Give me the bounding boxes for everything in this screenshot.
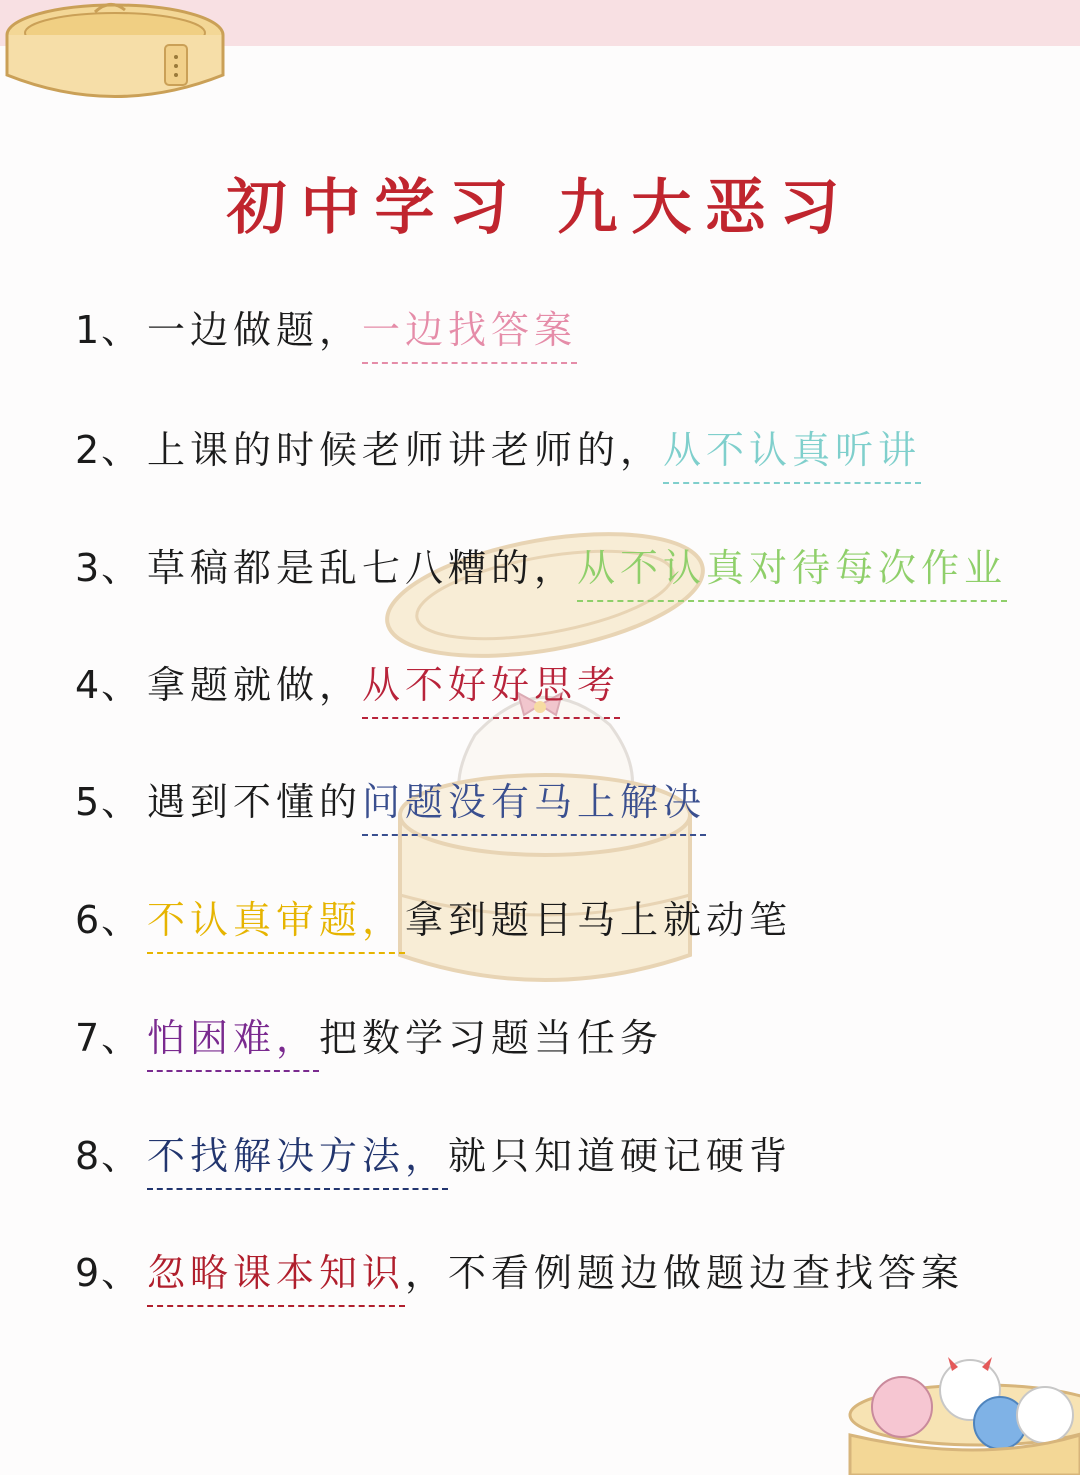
habit-text: 拿到题目马上就动笔 bbox=[405, 898, 793, 942]
habit-item-8 bbox=[75, 1126, 792, 1186]
habit-text: 遇到不懂的 bbox=[147, 780, 363, 824]
habit-item-4 bbox=[75, 655, 620, 715]
habit-number: 8、 bbox=[75, 1134, 142, 1178]
habit-item-9 bbox=[75, 1243, 964, 1303]
habit-number: 6、 bbox=[75, 898, 142, 942]
habit-item-1 bbox=[75, 300, 577, 360]
habit-text: 就只知道硬记硬背 bbox=[448, 1134, 793, 1178]
habit-number: 3、 bbox=[75, 546, 142, 590]
habit-number: 4、 bbox=[75, 663, 142, 707]
habit-highlight-text: 不找解决方法， bbox=[147, 1126, 448, 1190]
habit-text: 拿题就做， bbox=[147, 663, 363, 707]
habit-number: 5、 bbox=[75, 780, 142, 824]
habit-number: 9、 bbox=[75, 1251, 142, 1295]
habit-text: 上课的时候老师讲老师的， bbox=[147, 428, 664, 472]
habit-number: 2、 bbox=[75, 428, 142, 472]
habit-item-7 bbox=[75, 1008, 663, 1068]
habit-text: ，不看例题边做题边查找答案 bbox=[405, 1251, 965, 1295]
habit-item-6 bbox=[75, 890, 792, 950]
habit-text: 把数学习题当任务 bbox=[319, 1016, 664, 1060]
habit-highlight-text: 忽略课本知识 bbox=[147, 1243, 405, 1307]
habit-item-2 bbox=[75, 420, 921, 480]
habit-item-3 bbox=[75, 538, 1007, 598]
habit-number: 7、 bbox=[75, 1016, 142, 1060]
habit-text: 一边做题， bbox=[147, 308, 363, 352]
habit-highlight-text: 不认真审题， bbox=[147, 890, 405, 954]
habit-number: 1、 bbox=[75, 308, 142, 352]
steamer-lid-top-icon bbox=[0, 0, 240, 110]
habit-highlight-text: 从不好好思考 bbox=[362, 655, 620, 719]
habit-highlight-text: 从不认真对待每次作业 bbox=[577, 538, 1007, 602]
habit-highlight-text: 从不认真听讲 bbox=[663, 420, 921, 484]
steamer-buns-corner-icon bbox=[830, 1345, 1080, 1475]
habit-item-5 bbox=[75, 772, 706, 832]
habit-text: 草稿都是乱七八糟的， bbox=[147, 546, 578, 590]
habit-highlight-text: 怕困难， bbox=[147, 1008, 319, 1072]
habit-highlight-text: 一边找答案 bbox=[362, 300, 577, 364]
habit-highlight-text: 问题没有马上解决 bbox=[362, 772, 706, 836]
page-title: 初中学习 九大恶习 bbox=[226, 173, 854, 243]
